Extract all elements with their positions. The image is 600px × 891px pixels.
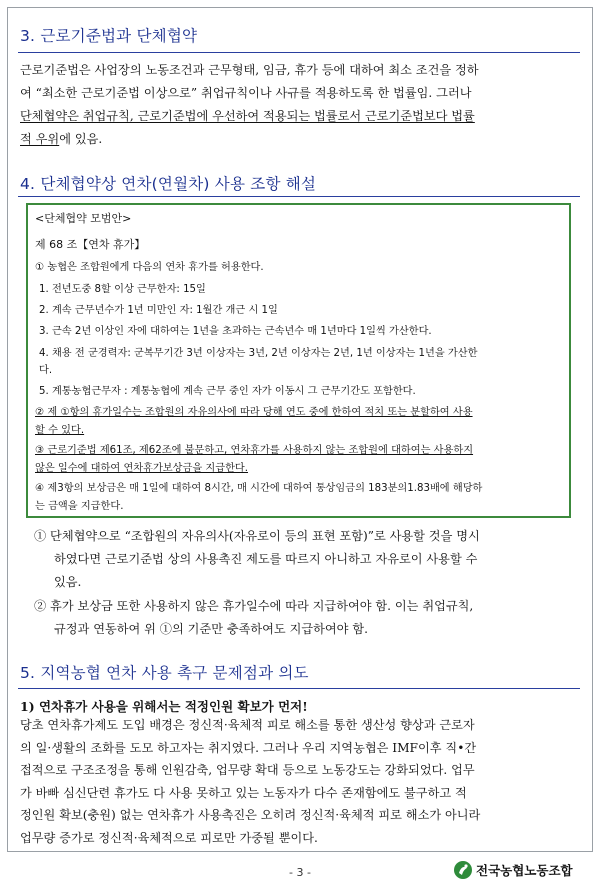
section-5-body [20,714,580,849]
union-emblem-icon [453,860,473,880]
section-5-line-2: 의 일·생활의 조화를 도모 하고자는 취지였다. 그러나 우리 지역농협은 IMF이후 직•간 [20,740,477,755]
box-line-4: 3. 근속 2년 이상인 자에 대하여는 1년을 초과하는 근속년수 매 1년마다 1일씩 가산한다. [39,326,432,337]
note-2-line-1: ② 휴가 보상금 또한 사용하지 않은 휴가일수에 따라 지급하여야 함. 이는 취업규칙, [34,599,474,613]
section-5-rule [18,688,580,689]
box-line-12: ④ 제3항의 보상금은 매 1일에 대하여 8시간, 매 시간에 대하여 통상임금의 183분의1.83배에 해당하 [35,483,483,494]
note-1-line-2: 하였다면 근로기준법 상의 사용촉진 제도를 따르지 아니하고 자유로이 사용할 수 [54,552,478,566]
section-3-line-4: 적 우위 [20,132,60,146]
union-name: 전국농협노동조합 [476,863,573,878]
box-line-1: ① 농협은 조합원에게 다음의 연차 휴가를 허용한다. [35,262,264,273]
box-line-3: 2. 계속 근무년수가 1년 미만인 자: 1월간 개근 시 1일 [39,305,278,316]
box-line-9: 할 수 있다. [35,425,85,436]
section-3-line-2: 여 “최소한 근로기준법 이상으로” 취업규칙이나 사규를 적용하도록 한 법률임. 그러나 [20,86,472,100]
section-5-line-4: 가 바빠 심신단련 휴가도 다 사용 못하고 있는 노동자가 다수 존재함에도 불구하고 적 [20,785,467,800]
section-3-line-3: 단체협약은 취업규칙, 근로기준법에 우선하여 적용되는 법률로서 근로기준법보다 법률 [20,109,475,123]
box-line-10: ③ 근로기준법 제61조, 제62조에 불문하고, 연차휴가를 사용하지 않는 조합원에 대하여는 사용하지 [35,445,474,456]
section-5-line-3: 접적으로 구조조정을 통해 인원감축, 업무량 확대 등으로 노동강도는 강화되었다. 업무 [20,763,475,777]
section-4-rule [18,196,580,197]
note-1-line-1: ① 단체협약으로 “조합원의 자유의사(자유로이 등의 표현 포함)”로 사용할 것을 명시 [34,529,480,543]
note-1 [34,525,580,594]
page-number: - 3 - [289,866,311,879]
note-2-line-2: 규정과 연동하여 위 ①의 기준만 충족하여도 지급하여야 함. [54,622,368,636]
section-5-line-5: 정인원 확보(충원) 없는 연차휴가 사용촉진은 오히려 정신적·육체적 피로 해소가 아니라 [20,808,481,822]
section-3-rule [18,52,580,53]
box-line-11: 않은 일수에 대하여 연차휴가보상금을 지급한다. [35,463,249,474]
box-line-6: 다. [39,365,53,376]
section-5-line-6: 업무량 증가로 정신적·육체적으로 피로만 가중될 뿐이다. [20,830,318,845]
box-line-2: 1. 전년도중 8할 이상 근무한자: 15일 [39,284,206,295]
section-4-title: 4. 단체협약상 연차(연월차) 사용 조항 해설 [20,175,317,193]
section-3-line-4-tail: 에 있음. [59,132,103,146]
note-1-line-3: 있음. [54,575,82,589]
section-5-title: 5. 지역농협 연차 사용 촉구 문제점과 의도 [20,664,309,682]
section-3-title: 3. 근로기준법과 단체협약 [20,27,198,45]
section-5-subhead: 1) 연차휴가 사용을 위해서는 적정인원 확보가 먼저! [20,699,308,714]
box-article-title: 제 68 조【연차 휴가】 [35,238,146,251]
box-header: <단체협약 모범안> [35,212,132,225]
box-line-8: ② 제 ①항의 휴가일수는 조합원의 자유의사에 따라 당해 연도 중에 한하여 적치 또는 분할하여 사용 [35,407,473,418]
section-3-body [20,59,580,151]
box-line-5: 4. 채용 전 군경력자: 군복무기간 3년 이상자는 3년, 2년 이상자는 2년, 1년 이상자는 1년을 가산한 [39,348,478,359]
section-5-line-1: 당초 연차휴가제도 도입 배경은 정신적·육체적 피로 해소를 통한 생산성 향상과 근로자 [20,718,475,732]
model-agreement-box [26,203,571,518]
union-logo [453,860,573,880]
section-3-line-1: 근로기준법은 사업장의 노동조건과 근무형태, 임금, 휴가 등에 대하여 최소 조건을 정하 [20,63,479,77]
note-2 [34,595,580,641]
box-line-7: 5. 계통농협근무자 : 계통농협에 계속 근무 중인 자가 이동시 그 근무기간도 포함한다. [39,386,416,397]
box-line-13: 는 금액을 지급한다. [35,501,124,512]
